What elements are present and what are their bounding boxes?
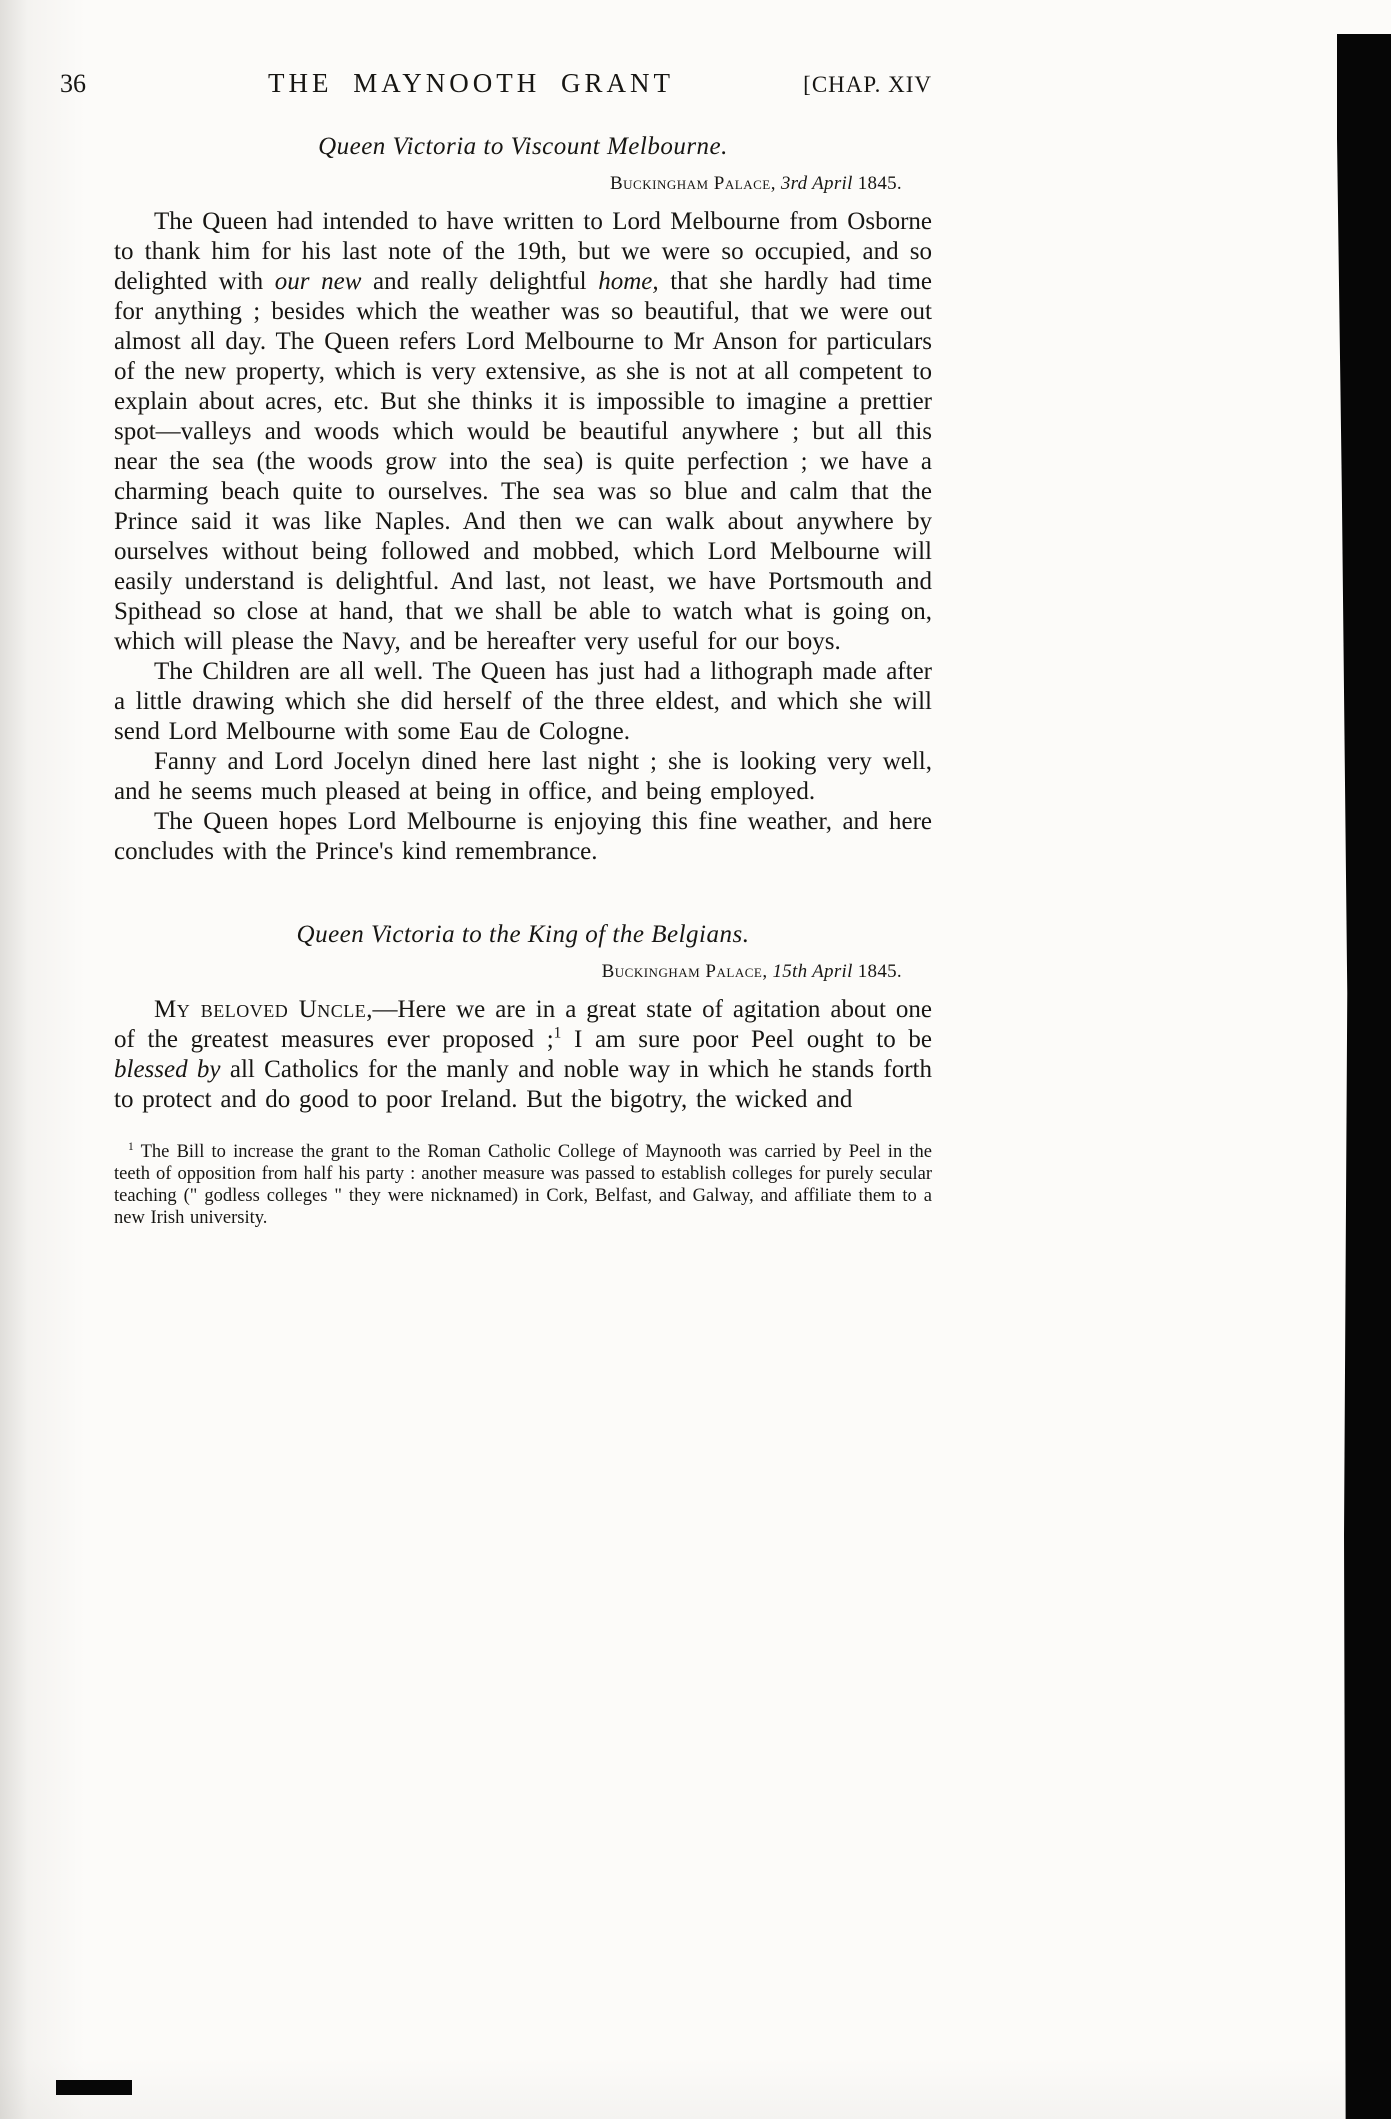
page-number: 36	[60, 69, 86, 98]
letter-body	[114, 995, 932, 1115]
letter-paragraph: The Children are all well. The Queen has just had a lithograph made after a little drawing which she did herself of the three eldest, and which she will send Lord Melbourne with some Eau de Cologne.	[114, 658, 932, 745]
page-content	[60, 68, 932, 1229]
letter-paragraph: My beloved Uncle,—Here we are in a great state of agitation about one of the greatest measures ever proposed ;$^1$ I am sure poor Peel ought to be blessed by all Catholics for the manly and noble way in which he stands forth to protect and do good to poor Ireland. But the bigotry, the wicked and	[114, 996, 933, 1113]
running-title: THE MAYNOOTH GRANT	[268, 68, 674, 98]
letter-paragraph: The Queen hopes Lord Melbourne is enjoying this fine weather, and here concludes with the Prince's kind remembrance.	[114, 808, 932, 865]
letter-heading: Queen Victoria to Viscount Melbourne.	[318, 133, 728, 160]
letter-heading: Queen Victoria to the King of the Belgians.	[296, 921, 750, 948]
letter-victoria-to-king-of-belgians	[114, 921, 932, 1115]
footnote: $^1$ The Bill to increase the grant to the Roman Catholic College of Maynooth was carried by Peel in the teeth of opposition from half his party : another measure was passed to establish colleges for purely secular teaching (" godless colleges " they were nicknamed) in Cork, Belfast, and Galway, and affiliate them to a new Irish university.	[114, 1140, 932, 1228]
letter-victoria-to-melbourne	[114, 133, 932, 867]
letter-dateline: Buckingham Palace, 15th April 1845.	[601, 961, 902, 982]
letter-paragraph: The Queen had intended to have written to Lord Melbourne from Osborne to thank him for his last note of the 19th, but we were so occupied, and so delighted with our new and really delightful home, that she hardly had time for anything ; besides which the weather was so beautiful, that we were out almost all day. The Queen refers Lord Melbourne to Mr Anson for particulars of the new property, which is very extensive, as she is not at all competent to explain about acres, etc. But she thinks it is impossible to imagine a prettier spot—valleys and woods which would be beautiful anywhere ; but all this near the sea (the woods grow into the sea) is quite perfection ; we have a charming beach quite to ourselves. The sea was so blue and calm that the Prince said it was like Naples. And then we can walk about anywhere by ourselves without being followed and mobbed, which Lord Melbourne will easily understand is delightful. And last, not least, we have Portsmouth and Spithead so close at hand, that we shall be able to watch what is going on, which will please the Navy, and be hereafter very useful for our boys.	[114, 208, 933, 655]
scan-artifact-mark	[56, 2080, 132, 2095]
chapter-label: [CHAP. XIV	[803, 72, 932, 97]
running-head	[60, 68, 932, 99]
letter-body	[114, 207, 932, 867]
letter-dateline: Buckingham Palace, 3rd April 1845.	[610, 173, 902, 194]
letter-paragraph: Fanny and Lord Jocelyn dined here last night ; she is looking very well, and he seems much pleased at being in office, and being employed.	[114, 748, 932, 805]
